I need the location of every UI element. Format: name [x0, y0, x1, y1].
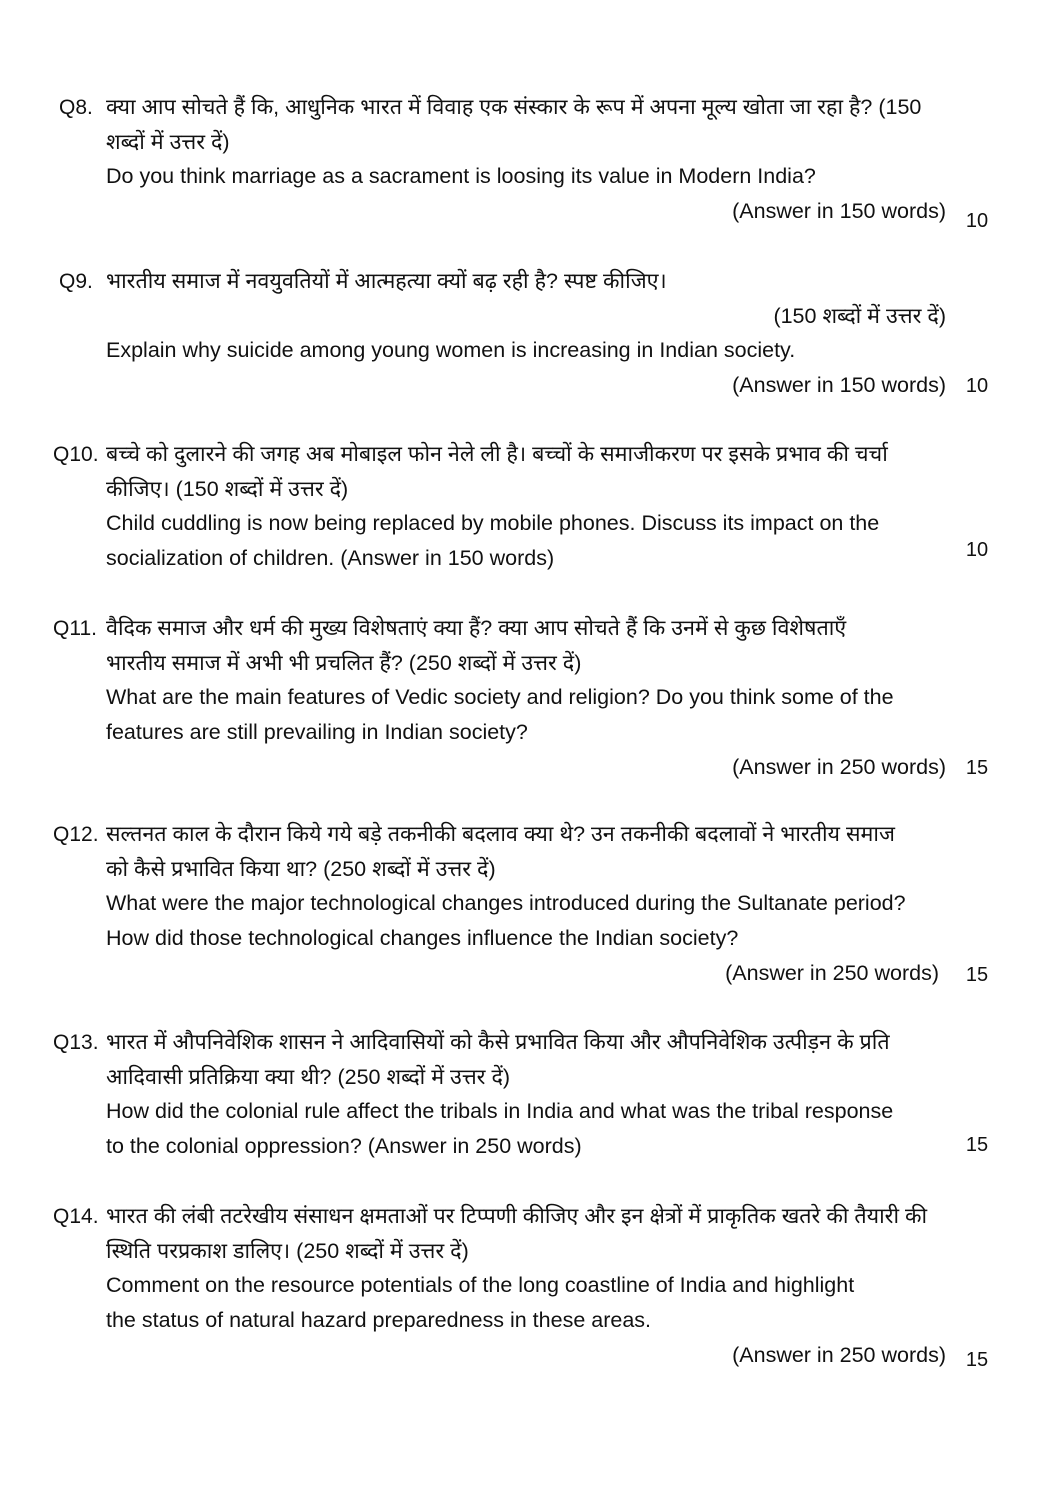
hindi-word-limit: (150 शब्दों में उत्तर दें) [773, 303, 946, 328]
question-text-english: How did the colonial rule affect the tribals in India and what was the tribal response to the colonial oppression? (Answer in 250 words) [106, 1099, 894, 1159]
question-text-english: Child cuddling is now being replaced by mobile phones. Discuss its impact on the socialization of children. (Answer in 150 words) [106, 511, 880, 571]
question-text-hindi: भारतीय समाज में नवयुवतियों में आत्महत्या क्यों बढ़ रही है? स्पष्ट कीजिए। [106, 269, 667, 293]
marks: 10 [965, 375, 989, 397]
question-body [106, 1199, 946, 1373]
question-number: Q12. [53, 823, 99, 846]
question-number: Q8. [59, 96, 93, 119]
question-number: Q10. [53, 443, 99, 466]
question-text-hindi: क्या आप सोचते हैं कि, आधुनिक भारत में विवाह एक संस्कार के रूप में अपना मूल्य खोता जा रहा है? (150 शब्दों में उत्तर दें) [106, 95, 922, 154]
marks: 15 [965, 1134, 989, 1156]
question-number: Q11. [53, 617, 97, 640]
question-text-hindi: वैदिक समाज और धर्म की मुख्य विशेषताएं क्या हैं? क्या आप सोचते हैं कि उनमें से कुछ विशेषताएँ भारतीय समाज में अभी भी प्रचलित हैं? (250 शब्दों में उत्तर दें) [106, 616, 847, 675]
question-body [106, 611, 946, 785]
question-body [106, 817, 946, 991]
marks: 15 [965, 757, 989, 779]
question-text-english: Explain why suicide among young women is increasing in Indian society. [106, 338, 796, 363]
question-number: Q14. [53, 1205, 99, 1228]
question-text-english: Comment on the resource potentials of the long coastline of India and highlight the status of natural hazard preparedness in these areas. [106, 1273, 855, 1333]
question-text-english: What were the major technological changes introduced during the Sultanate period? How did those technological changes influence the Indian society? [106, 891, 906, 951]
question-body [106, 90, 946, 229]
question-text-hindi: सल्तनत काल के दौरान किये गये बड़े तकनीकी बदलाव क्या थे? उन तकनीकी बदलावों ने भारतीय समाज को कैसे प्रभावित किया था? (250 शब्दों में उत्तर दें) [106, 822, 895, 881]
answer-word-limit: (Answer in 250 words) [732, 1342, 946, 1367]
question-number: Q9. [59, 270, 93, 293]
question-body [106, 437, 946, 576]
marks: 10 [965, 210, 989, 232]
marks: 15 [965, 964, 989, 986]
question-text-hindi: बच्चे को दुलारने की जगह अब मोबाइल फोन नेले ली है। बच्चों के समाजीकरण पर इसके प्रभाव की चर्चा कीजिए। (150 शब्दों में उत्तर दें) [106, 442, 888, 501]
answer-word-limit: (Answer in 250 words) [725, 960, 939, 985]
question-text-hindi: भारत की लंबी तटरेखीय संसाधन क्षमताओं पर टिप्पणी कीजिए और इन क्षेत्रों में प्राकृतिक खतरे की तैयारी की स्थिति परप्रकाश डालिए। (250 शब्दों में उत्तर दें) [106, 1204, 928, 1263]
marks: 10 [965, 539, 989, 561]
question-text-hindi: भारत में औपनिवेशिक शासन ने आदिवासियों को कैसे प्रभावित किया और औपनिवेशिक उत्पीड़न के प्रति आदिवासी प्रतिक्रिया क्या थी? (250 शब्दों में उत्तर दें) [106, 1030, 890, 1089]
answer-word-limit: (Answer in 150 words) [732, 373, 946, 398]
question-text-english: Do you think marriage as a sacrament is loosing its value in Modern India? [106, 164, 816, 189]
answer-word-limit: (Answer in 250 words) [732, 754, 946, 779]
question-text-english: What are the main features of Vedic society and religion? Do you think some of the features are still prevailing in Indian society? [106, 685, 894, 745]
marks: 15 [965, 1349, 989, 1371]
question-number: Q13. [53, 1031, 99, 1054]
question-body [106, 1025, 946, 1164]
answer-word-limit: (Answer in 150 words) [732, 199, 946, 224]
question-body [106, 264, 946, 403]
